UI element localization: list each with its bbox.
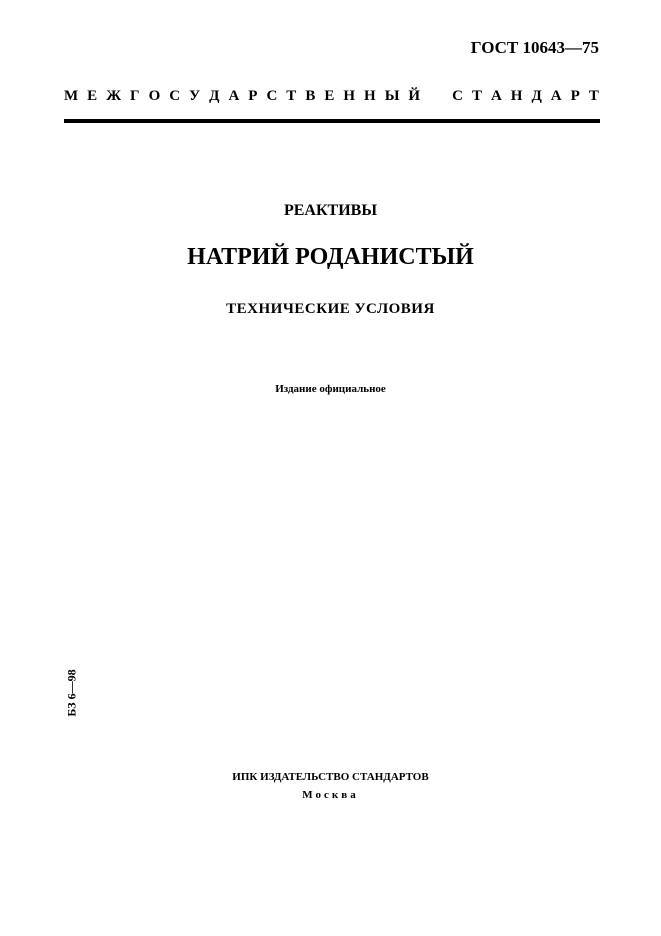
heading-letter: С bbox=[452, 88, 463, 104]
heading-letter: Д bbox=[531, 88, 542, 104]
heading-letter: Й bbox=[408, 88, 421, 104]
heading-letter: А bbox=[550, 88, 562, 104]
heading-letter: А bbox=[490, 88, 502, 104]
heading-letter: Г bbox=[130, 88, 140, 104]
heading-letter: Р bbox=[248, 88, 258, 104]
heading-letter bbox=[429, 88, 443, 105]
heading-letter: Т bbox=[286, 88, 297, 104]
heading-letter: Н bbox=[343, 88, 356, 104]
document-subtitle: ТЕХНИЧЕСКИЕ УСЛОВИЯ bbox=[226, 301, 435, 317]
heading-letter: Ж bbox=[106, 88, 122, 104]
heading-letter: Н bbox=[510, 88, 523, 104]
heading-letter: Е bbox=[324, 88, 335, 104]
heading-letter: Н bbox=[364, 88, 376, 104]
heading-letter: М bbox=[64, 88, 79, 104]
heading-letter: О bbox=[148, 88, 161, 104]
publisher-city: Москва bbox=[302, 789, 359, 801]
heading-letter: У bbox=[189, 88, 201, 104]
edition-note: Издание официальное bbox=[275, 383, 386, 395]
gost-number: ГОСТ 10643—75 bbox=[470, 38, 599, 57]
publisher: ИПК ИЗДАТЕЛЬСТВО СТАНДАРТОВ bbox=[232, 771, 429, 783]
heading-letter: Р bbox=[570, 88, 580, 104]
heading-letter: С bbox=[169, 88, 181, 104]
heading-letter: Д bbox=[209, 88, 220, 104]
heading-letter: Т bbox=[588, 88, 599, 104]
standard-type-heading bbox=[64, 88, 599, 105]
heading-letter: Е bbox=[87, 88, 98, 104]
heading-letter: В bbox=[305, 88, 316, 104]
heading-letter: Ы bbox=[384, 88, 400, 104]
document-title: НАТРИЙ РОДАНИСТЫЙ bbox=[187, 244, 474, 270]
heading-letter: С bbox=[266, 88, 278, 104]
heading-letter: Т bbox=[471, 88, 482, 104]
series-title: РЕАКТИВЫ bbox=[283, 202, 378, 219]
heading-letter: А bbox=[228, 88, 240, 104]
header-rule bbox=[64, 119, 600, 123]
side-code: БЗ 6—98 bbox=[64, 669, 79, 717]
